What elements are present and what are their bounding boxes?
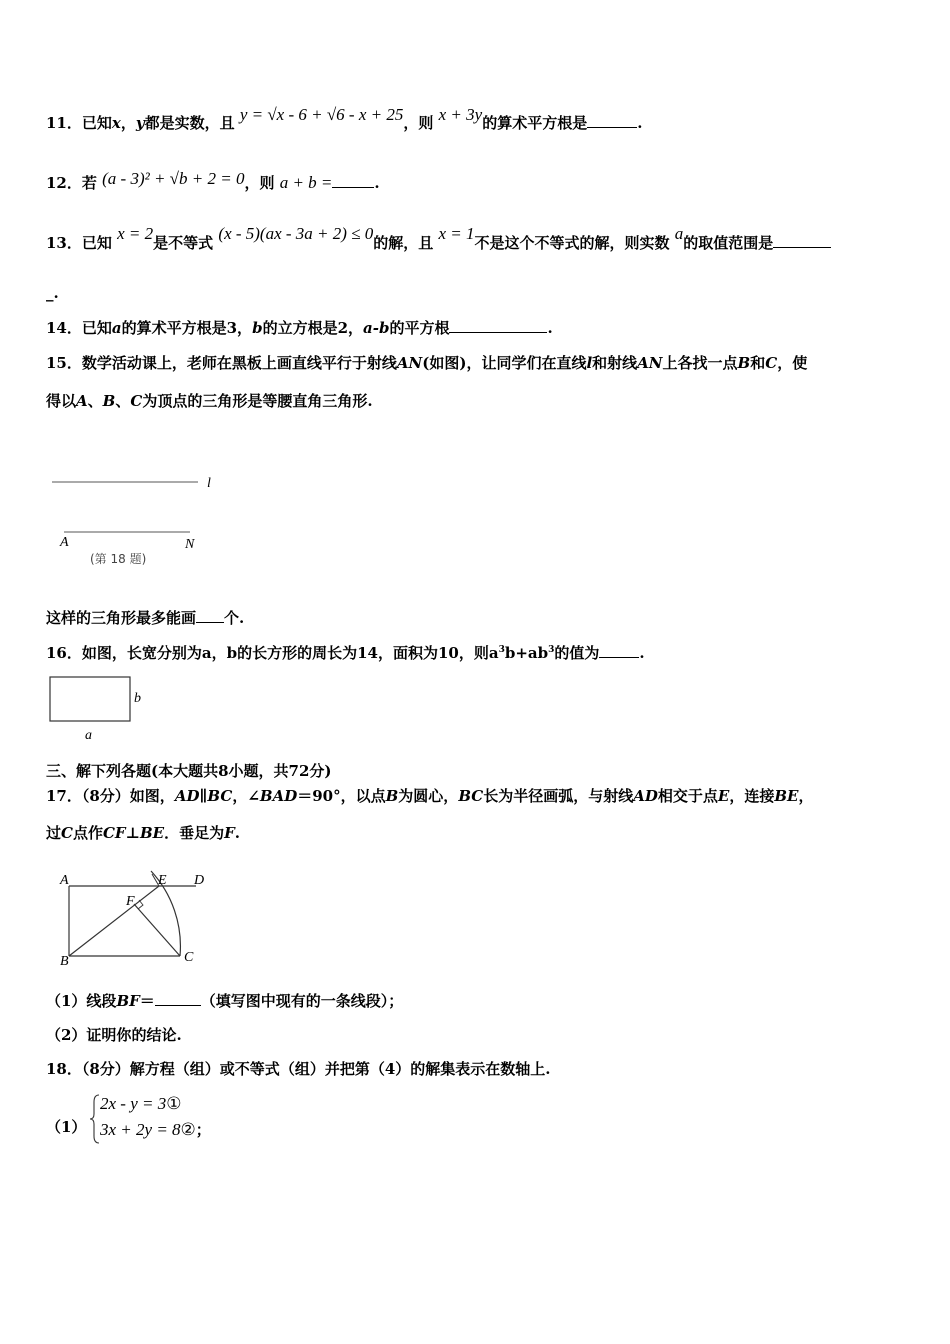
q17-be-2: BE bbox=[139, 824, 165, 842]
q11-comma: ， bbox=[120, 114, 136, 132]
q17-bf: BF bbox=[116, 992, 140, 1010]
q17-p1-eq: ＝ bbox=[139, 992, 155, 1010]
q13-text-2: 是不等式 bbox=[153, 234, 214, 252]
q12-answer-blank[interactable] bbox=[332, 173, 374, 188]
question-14 bbox=[46, 317, 553, 338]
left-brace-icon bbox=[90, 1095, 99, 1143]
q15-after-text: 这样的三角形最多能画 bbox=[46, 609, 197, 627]
question-11 bbox=[46, 105, 643, 133]
q18-text: 18．（8分）解方程（组）或不等式（组）并把第（4）的解集表示在数轴上. bbox=[46, 1060, 551, 1078]
section-3-heading bbox=[46, 760, 332, 781]
q11-expression: x + 3y bbox=[438, 105, 483, 124]
q18-eq1-row bbox=[100, 1094, 211, 1119]
q11-text-2: 都是实数，且 bbox=[144, 114, 235, 132]
q15-point-b: B bbox=[737, 354, 751, 372]
q15-point-b-2: B bbox=[102, 392, 116, 410]
q18-system bbox=[100, 1094, 211, 1140]
q14-expr-ab: a-b bbox=[363, 319, 390, 337]
segment-cf bbox=[134, 904, 180, 956]
q17-text-4: 为圆心， bbox=[398, 787, 459, 805]
q14-text: 14．已知 bbox=[46, 319, 112, 337]
q15-point-a: A bbox=[76, 392, 88, 410]
q11-text-4: 的算术平方根是 bbox=[482, 114, 588, 132]
q16-text: 16．如图，长宽分别为a，b的长方形的周长为14，面积为10，则 bbox=[46, 644, 489, 662]
q17-f: F bbox=[224, 824, 235, 842]
q17-part-2 bbox=[46, 1024, 182, 1045]
q13-text: 已知 bbox=[81, 234, 112, 252]
q17-ad: AD bbox=[174, 787, 200, 805]
section-3-text: 三、解下列各题(本大题共8小题，共72分) bbox=[46, 762, 332, 780]
q13-inequality: (x - 5)(ax - 3a + 2) ≤ 0 bbox=[218, 224, 374, 243]
rectangle bbox=[50, 677, 130, 721]
q16-figure bbox=[46, 672, 156, 744]
q17-perp: ⊥ bbox=[125, 824, 140, 842]
q11-equation: y = √x - 6 + √6 - x + 25 bbox=[239, 105, 404, 124]
question-18 bbox=[46, 1058, 550, 1079]
q17-ad-2: AD bbox=[633, 787, 658, 805]
q13-tail bbox=[46, 284, 59, 302]
q11-end: . bbox=[637, 114, 643, 132]
label-l: l bbox=[207, 476, 211, 491]
q15-ray-an: AN bbox=[396, 354, 423, 372]
q18-eq1-marker: ① bbox=[166, 1094, 182, 1113]
q14-answer-blank[interactable] bbox=[449, 318, 547, 333]
q15-text-4: 上各找一点 bbox=[662, 354, 738, 372]
q16-end: . bbox=[639, 644, 645, 662]
q15-sep: 、 bbox=[87, 392, 103, 410]
q17-text-2: ，∠ bbox=[232, 787, 260, 805]
label-n: N bbox=[185, 537, 195, 552]
question-12 bbox=[46, 169, 380, 193]
q15-text-2: (如图)，让同学们在直线 bbox=[422, 354, 587, 372]
q17-answer-blank[interactable] bbox=[155, 991, 201, 1006]
q11-var-y: y bbox=[135, 114, 145, 132]
question-16 bbox=[46, 642, 645, 663]
label-f: F bbox=[126, 894, 135, 909]
q17-text-8: ， bbox=[798, 787, 814, 805]
question-17-line-2 bbox=[46, 822, 240, 843]
q17-cf: CF bbox=[102, 824, 126, 842]
q17-text-9: 过 bbox=[46, 824, 62, 842]
q11-answer-blank[interactable] bbox=[587, 113, 637, 128]
q11-text: 已知 bbox=[81, 114, 112, 132]
q18-eq2-row bbox=[100, 1119, 211, 1140]
q17-part-1 bbox=[46, 990, 403, 1011]
question-17-line-1 bbox=[46, 785, 814, 806]
q16-expr-b: b+ab bbox=[504, 644, 549, 662]
q15-text-3: 和射线 bbox=[592, 354, 638, 372]
q17-c: C bbox=[61, 824, 73, 842]
q15-figure bbox=[46, 462, 256, 584]
q12-number: 12． bbox=[46, 174, 82, 192]
q18-semicolon: ； bbox=[195, 1121, 211, 1139]
q17-text: 17．（8分）如图， bbox=[46, 787, 175, 805]
q13-var-a: a bbox=[674, 224, 684, 243]
question-13 bbox=[46, 224, 831, 253]
q14-var-a: a bbox=[111, 319, 122, 337]
q11-var-x: x bbox=[111, 114, 121, 132]
q13-text-5: 的取值范围是 bbox=[683, 234, 774, 252]
q17-bad: BAD bbox=[259, 787, 298, 805]
q13-expr-x1: x = 1 bbox=[438, 224, 475, 243]
q16-answer-blank[interactable] bbox=[599, 643, 639, 658]
q18-part-1-label bbox=[46, 1116, 86, 1137]
label-b: B bbox=[60, 954, 69, 969]
segment-be bbox=[69, 886, 159, 956]
q17-text-3: ＝90°，以点 bbox=[297, 787, 386, 805]
q13-answer-blank[interactable] bbox=[773, 233, 831, 248]
q12-expression: a + b = bbox=[279, 173, 333, 192]
q16-expr-a: a bbox=[488, 644, 499, 662]
question-15-line-2 bbox=[46, 390, 373, 411]
q13-tail-text: _. bbox=[46, 284, 59, 302]
q16-exp-2: 3 bbox=[548, 645, 555, 655]
q17-p1-text: （1）线段 bbox=[46, 992, 117, 1010]
q17-text-12: . bbox=[234, 824, 241, 842]
q15-text-7: 得以 bbox=[46, 392, 77, 410]
label-a: A bbox=[60, 535, 69, 550]
q16-exp-1: 3 bbox=[498, 645, 505, 655]
label-a: A bbox=[60, 873, 69, 888]
q15-sep-2: 、 bbox=[115, 392, 131, 410]
q11-number: 11． bbox=[46, 114, 82, 132]
q11-text-3: ，则 bbox=[403, 114, 434, 132]
q16-text-2: 的值为 bbox=[554, 644, 600, 662]
q15-text: 15．数学活动课上，老师在黑板上画直线平行于射线 bbox=[46, 354, 397, 372]
q14-text-4: 的平方根 bbox=[389, 319, 450, 337]
q14-end: . bbox=[547, 319, 553, 337]
q17-text-11: ．垂足为 bbox=[164, 824, 225, 842]
q12-end: . bbox=[374, 174, 380, 192]
q17-parallel: ∥ bbox=[199, 787, 208, 805]
q17-figure bbox=[56, 866, 216, 970]
q15-text-6: ，使 bbox=[777, 354, 808, 372]
q18-eq2: 3x + 2y = 8 bbox=[100, 1120, 181, 1139]
label-e: E bbox=[158, 873, 167, 888]
q15-after bbox=[46, 607, 244, 628]
q15-point-c: C bbox=[765, 354, 778, 372]
q14-var-b: b bbox=[252, 319, 263, 337]
q17-text-6: 相交于点 bbox=[657, 787, 718, 805]
question-15-line-1 bbox=[46, 352, 807, 373]
q17-be: BE bbox=[774, 787, 799, 805]
q15-after-text-2: 个. bbox=[224, 609, 245, 627]
q14-text-3: 的立方根是2， bbox=[262, 319, 364, 337]
label-b: b bbox=[134, 691, 141, 706]
label-d: D bbox=[194, 873, 205, 888]
q18-p1-text: （1） bbox=[46, 1118, 87, 1136]
label-c: C bbox=[184, 950, 194, 965]
q17-text-7: ，连接 bbox=[729, 787, 775, 805]
label-a: a bbox=[85, 728, 92, 743]
q13-expr-x2: x = 2 bbox=[117, 224, 154, 243]
q17-e: E bbox=[717, 787, 730, 805]
q17-p2-text: （2）证明你的结论. bbox=[46, 1026, 182, 1044]
q12-text: 若 bbox=[81, 174, 97, 192]
q15-line-l: l bbox=[586, 354, 593, 372]
q14-text-2: 的算术平方根是3， bbox=[121, 319, 253, 337]
q13-text-4: 不是这个不等式的解，则实数 bbox=[474, 234, 670, 252]
q15-ray-an-2: AN bbox=[637, 354, 663, 372]
q17-text-5: 长为半径画弧，与射线 bbox=[483, 787, 634, 805]
q18-eq2-marker: ② bbox=[180, 1120, 196, 1139]
q13-number: 13． bbox=[46, 234, 82, 252]
q15-text-8: 为顶点的三角形是等腰直角三角形. bbox=[142, 392, 373, 410]
q15-text-5: 和 bbox=[750, 354, 766, 372]
q17-b: B bbox=[385, 787, 399, 805]
q17-text-10: 点作 bbox=[72, 824, 103, 842]
q17-p1-text-2: （填写图中现有的一条线段）； bbox=[200, 992, 404, 1010]
q12-equation: (a - 3)² + √b + 2 = 0 bbox=[102, 169, 245, 188]
q15-point-c-2: C bbox=[130, 392, 143, 410]
q12-text-2: ，则 bbox=[244, 174, 275, 192]
q18-eq1: 2x - y = 3 bbox=[100, 1094, 167, 1113]
q13-text-3: 的解，且 bbox=[373, 234, 434, 252]
q15-answer-blank[interactable] bbox=[196, 608, 224, 623]
q17-bc-2: BC bbox=[458, 787, 484, 805]
figure-caption: (第 18 题) bbox=[90, 552, 147, 566]
q17-bc: BC bbox=[207, 787, 233, 805]
